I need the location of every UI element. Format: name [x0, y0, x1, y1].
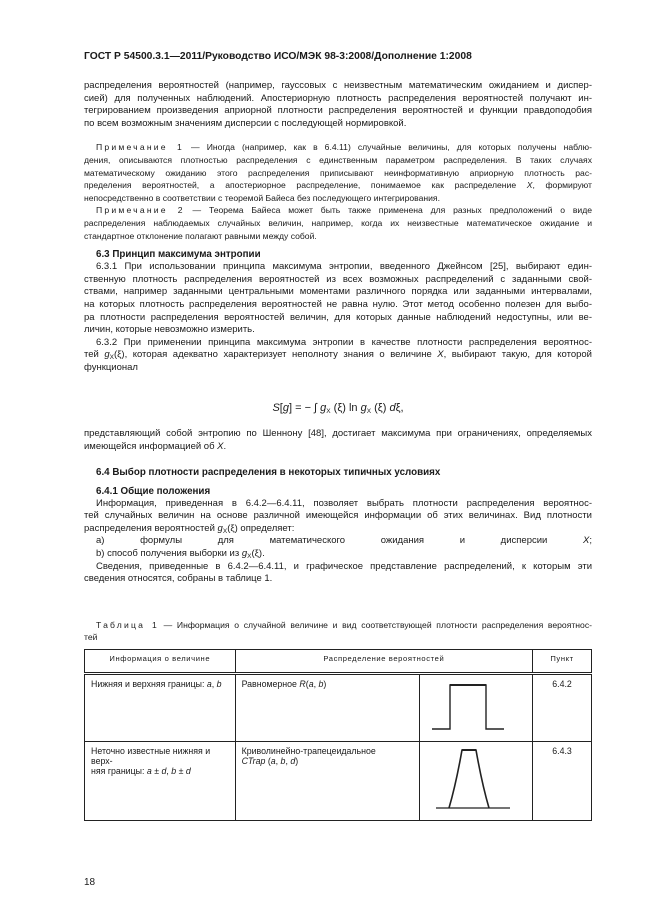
text-line: [84, 510, 592, 523]
row-info: [85, 742, 236, 821]
italic-symbol: g: [282, 402, 289, 415]
text-run: (ξ), которая адекватно характеризует неполноту знания о величине: [113, 349, 438, 361]
header-distribution: Распределение вероятностей: [235, 650, 533, 674]
text-run: тегрированием произведения априорной плотности распределения вероятностей и функции правдоподобия: [84, 105, 592, 117]
text-line: [84, 324, 592, 337]
text-line: [84, 154, 592, 167]
text-run: ,: [166, 766, 172, 776]
text-run: а) формулы для математического ожидания и дисперсии: [96, 535, 584, 547]
text-run: на которых плотность распределения вероятностей не равна нулю. Этот метод особенно полезен для выбо-: [84, 298, 592, 310]
table-row: [85, 674, 592, 742]
table-row: [85, 742, 592, 821]
running-header: ГОСТ Р 54500.3.1—2011/Руководство ИСО/МЭК 98-3:2008/Дополнение 1:2008: [84, 51, 472, 62]
text-line: [84, 548, 592, 561]
text-line: [84, 230, 592, 243]
text-run: Нижняя и верхняя границы:: [91, 679, 207, 689]
text-run: распределения наблюдаемых случайных величин, например, когда их неизвестные математическое ожидание и: [84, 217, 592, 228]
text-run: представляющий собой энтропию по Шеннону [48], достигает максимума при ограничениях, определяемых: [84, 428, 592, 440]
text-run: , формируют: [532, 180, 592, 191]
italic-symbol: b: [216, 679, 222, 689]
text-run: b) способ получения выборки из: [96, 548, 242, 560]
italic-symbol: X: [526, 180, 533, 191]
text-line: [84, 312, 592, 325]
text-line: [84, 141, 592, 154]
text-line: [84, 428, 592, 441]
text-line: [84, 631, 592, 644]
text-run: Криволинейно-трапецеидальное: [241, 746, 376, 756]
subscript: X: [222, 527, 228, 535]
text-line: [84, 167, 592, 180]
page-body: [84, 80, 592, 821]
text-run: ): [323, 679, 327, 689]
text-line: [84, 535, 592, 548]
text-run: стандартное отклонение полагают равными между собой.: [84, 230, 317, 241]
text-run: ,: [275, 756, 281, 766]
text-run: (ξ) ln: [330, 402, 361, 415]
text-run: — Иногда (например, как в 6.4.11) случайные величины, для которых получены наблю-: [183, 142, 592, 153]
italic-symbol: b: [280, 756, 286, 766]
list-items: [84, 535, 592, 560]
text-run: пределения вероятностей, а апостериорное распределение, понимаемое как распределение: [84, 180, 527, 191]
italic-symbol: R: [299, 679, 306, 689]
text-line: [84, 80, 592, 93]
text-run: тей: [84, 349, 105, 361]
text-run: — Информация о случайной величине и вид соответствующей плотности распределения вероятнос-: [158, 619, 592, 630]
text-run: ξ,: [395, 402, 404, 415]
text-run: Неточно известные нижняя и верх-: [91, 746, 211, 766]
italic-symbol: S: [272, 402, 280, 415]
curvilinear-trapezoid-graph: [420, 742, 533, 821]
text-run: дения, описываются плотностью распределения с единственным параметром распределения. В таких случаях: [84, 154, 592, 165]
label: Примечание 2: [96, 205, 185, 216]
text-run: — Теорема Байеса может быть также применена для разных предположений о виде: [184, 205, 593, 216]
text-run: ,: [211, 679, 217, 689]
paragraph-6-3-1: [84, 261, 592, 337]
paragraph-intro: [84, 80, 592, 130]
text-run: ): [295, 756, 299, 766]
subscript: X: [109, 354, 114, 362]
italic-symbol: g: [217, 522, 223, 534]
section-heading-6-4: 6.4 Выбор плотности распределения в некоторых типичных условиях: [96, 466, 441, 478]
text-line: [84, 261, 592, 274]
text-run: сией) для полученных наблюдений. Апостериорную плотность распределения вероятностей получают ин-: [84, 92, 592, 104]
text-line: [84, 337, 592, 350]
subscript: X: [247, 553, 252, 561]
italic-symbol: X: [437, 349, 444, 361]
header-info: Информация о величине: [85, 650, 236, 674]
text-line: [84, 349, 592, 362]
text-line: [84, 523, 592, 536]
text-line: [84, 362, 592, 375]
row-clause: 6.4.3: [533, 742, 592, 821]
text-line: [84, 286, 592, 299]
text-run: ,: [313, 679, 319, 689]
text-run: [: [279, 402, 283, 415]
text-run: непосредственно в соответствии с теоремой Байеса без последующего интегрирования.: [84, 192, 440, 203]
text-run: 6.3.1 При использовании принципа максимума энтропии, введенного Джейнсом [25], выбирают един-: [96, 261, 592, 273]
italic-symbol: a: [206, 679, 212, 689]
italic-symbol: d: [389, 402, 396, 415]
text-run: личин, которые невозможно измерить.: [84, 324, 255, 336]
text-run: ,: [285, 756, 291, 766]
table-caption: [84, 619, 592, 644]
italic-symbol: g: [360, 402, 367, 415]
entropy-formula: [84, 401, 592, 415]
text-line: [84, 299, 592, 312]
text-run: по всем возможным значениям дисперсии с последующей нормировкой.: [84, 117, 407, 129]
paragraph-after-formula: [84, 428, 592, 453]
row-clause: 6.4.2: [533, 674, 592, 742]
text-line: [84, 274, 592, 287]
text-line: [84, 204, 592, 217]
italic-symbol: a: [308, 679, 314, 689]
text-run: имеющейся информацией об: [84, 441, 218, 453]
text-line: [84, 498, 592, 511]
italic-symbol: CTrap: [241, 756, 266, 766]
text-line: [84, 105, 592, 118]
text-run: математическому ожиданию этого распределения приписывают неинформативную априорную плотность рас-: [84, 167, 592, 178]
text-run: 6.3.2 При применении принципа максимума энтропии в качестве плотности распределения вероятнос-: [96, 336, 592, 348]
text-run: ра плотности распределения вероятностей величин, для которых данные наблюдений недоступны, или ве-: [84, 311, 592, 323]
section-heading-6-4-1: 6.4.1 Общие положения: [96, 485, 211, 497]
text-run: ;: [589, 535, 592, 547]
italic-symbol: g: [104, 349, 110, 361]
row-distribution: [235, 742, 420, 821]
subscript: X: [326, 408, 331, 416]
uniform-distribution-graph: [420, 674, 533, 742]
paragraph-6-3-2: [84, 337, 592, 375]
paragraph-6-4-1: [84, 498, 592, 536]
text-line: [84, 179, 592, 192]
note-1: [84, 141, 592, 204]
text-line: [84, 561, 592, 574]
italic-symbol: a ± d: [146, 766, 167, 776]
text-line: [84, 192, 592, 205]
header-clause: Пункт: [533, 650, 592, 674]
text-run: (ξ).: [251, 548, 265, 560]
text-run: няя границы:: [91, 766, 147, 776]
text-run: тей: [84, 632, 98, 643]
text-run: ] = − ∫: [288, 402, 321, 415]
text-run: , выбирают такую, для которой: [443, 349, 592, 361]
text-run: распределения вероятностей: [84, 522, 218, 534]
subscript: X: [366, 408, 372, 416]
distribution-table: [84, 649, 592, 821]
text-run: Сведения, приведенные в 6.4.2—6.4.11, и графическое представление распределений, к которым эти: [96, 560, 592, 572]
text-line: [84, 619, 592, 632]
text-run: ственную плотность распределения вероятностей из всех возможных распределений с заданными свой-: [84, 273, 592, 285]
text-run: сведения относятся, собраны в таблице 1.: [84, 573, 273, 585]
italic-symbol: d: [290, 756, 296, 766]
text-run: (ξ): [371, 402, 390, 415]
label: Примечание 1: [96, 142, 184, 153]
text-line: [84, 573, 592, 586]
label: Таблица 1: [96, 619, 159, 630]
row-distribution: [235, 674, 420, 742]
paragraph-svedenia: [84, 561, 592, 586]
text-line: [84, 118, 592, 131]
text-line: [84, 93, 592, 106]
text-run: тей случайных величин на основе различной имеющейся информации об этих величинах. Вид плотности: [84, 510, 592, 522]
text-run: функционал: [84, 361, 138, 373]
text-run: (: [305, 679, 309, 689]
text-run: .: [223, 441, 227, 453]
text-line: [84, 441, 592, 454]
text-run: (ξ) определяет:: [227, 522, 295, 534]
text-run: Информация, приведенная в 6.4.2—6.4.11, позволяет выбрать плотности распределения вероятнос-: [96, 497, 592, 509]
row-info: [85, 674, 236, 742]
table-header-row: [85, 650, 592, 674]
italic-symbol: X: [217, 441, 224, 453]
italic-symbol: b ± d: [171, 766, 191, 776]
text-run: Равномерное: [241, 679, 300, 689]
italic-symbol: X: [583, 535, 590, 547]
page-number: 18: [84, 877, 96, 888]
italic-symbol: g: [241, 548, 248, 560]
italic-symbol: b: [318, 679, 324, 689]
text-run: ствами, например заданными центральными моментами различного порядка или заданными интервалами,: [84, 286, 592, 298]
text-line: [84, 217, 592, 230]
text-run: распределения вероятностей (например, гауссовых с неизвестным математическим ожиданием и диспер-: [84, 80, 592, 91]
italic-symbol: g: [320, 402, 327, 415]
note-2: [84, 204, 592, 242]
text-run: (: [265, 756, 271, 766]
italic-symbol: a: [270, 756, 276, 766]
section-heading-6-3: 6.3 Принцип максимума энтропии: [96, 249, 261, 261]
